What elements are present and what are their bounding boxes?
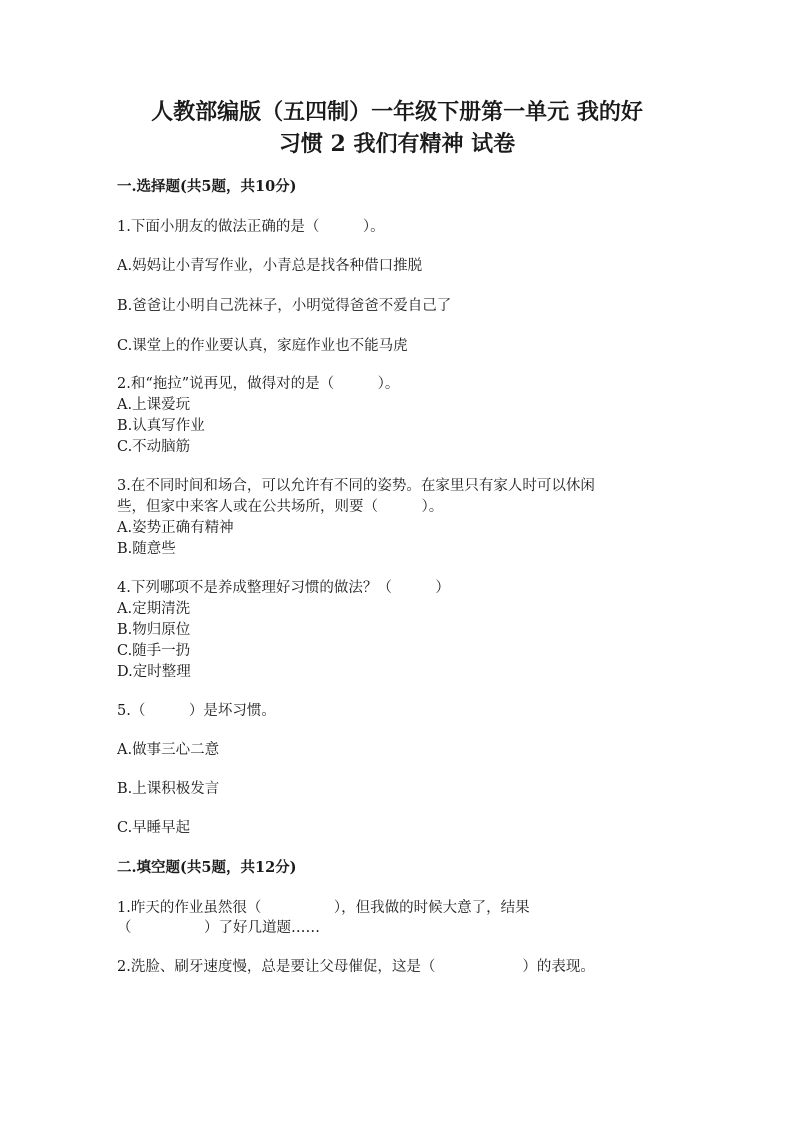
question-1-option-c: C.课堂上的作业要认真，家庭作业也不能马虎	[117, 338, 408, 354]
question-3-option-a: A.姿势正确有精神	[117, 520, 234, 536]
question-2-option-a: A.上课爱玩	[117, 397, 191, 413]
question-3-option-b: B.随意些	[117, 541, 176, 557]
question-1-option-a: A.妈妈让小青写作业，小青总是找各种借口推脱	[117, 258, 423, 274]
question-4-stem: 4.下列哪项不是养成整理好习惯的做法？（ ）	[117, 580, 450, 596]
question-2-option-c: C.不动脑筋	[117, 439, 191, 455]
fill-question-1-line-2: （ ）了好几道题……	[117, 920, 320, 936]
question-1-option-b: B.爸爸让小明自己洗袜子，小明觉得爸爸不爱自己了	[117, 298, 452, 314]
question-4-option-d: D.定时整理	[117, 664, 191, 680]
fill-question-2-line-1: 2.洗脸、刷牙速度慢，总是要让父母催促，这是（ ）的表现。	[117, 959, 595, 975]
fill-question-1-line-1: 1.昨天的作业虽然很（ ），但我做的时候大意了，结果	[117, 900, 530, 916]
question-4-option-b: B.物归原位	[117, 622, 191, 638]
question-4-option-a: A.定期清洗	[117, 601, 191, 617]
question-5-option-c: C.早睡早起	[117, 820, 191, 836]
question-2-stem: 2.和“拖拉”说再见，做得对的是（ ）。	[117, 376, 400, 392]
question-5-option-a: A.做事三心二意	[117, 742, 220, 758]
question-5-option-b: B.上课积极发言	[117, 781, 220, 797]
section-2-heading: 二.填空题(共5题，共12分)	[117, 859, 297, 876]
exam-title-line-2: 习惯 2 我们有精神 试卷	[278, 131, 516, 157]
question-3-stem-line-1: 3.在不同时间和场合，可以允许有不同的姿势。在家里只有家人时可以休闲	[117, 478, 595, 494]
question-5-stem: 5.（ ）是坏习惯。	[117, 703, 276, 719]
question-1-stem: 1.下面小朋友的做法正确的是（ ）。	[117, 219, 385, 235]
section-1-heading: 一.选择题(共5题，共10分)	[117, 178, 297, 195]
question-2-option-b: B.认真写作业	[117, 418, 205, 434]
question-4-option-c: C.随手一扔	[117, 643, 191, 659]
question-3-stem-line-2: 些，但家中来客人或在公共场所，则要（ ）。	[117, 499, 444, 515]
exam-title-line-1: 人教部编版（五四制）一年级下册第一单元 我的好	[151, 99, 643, 125]
